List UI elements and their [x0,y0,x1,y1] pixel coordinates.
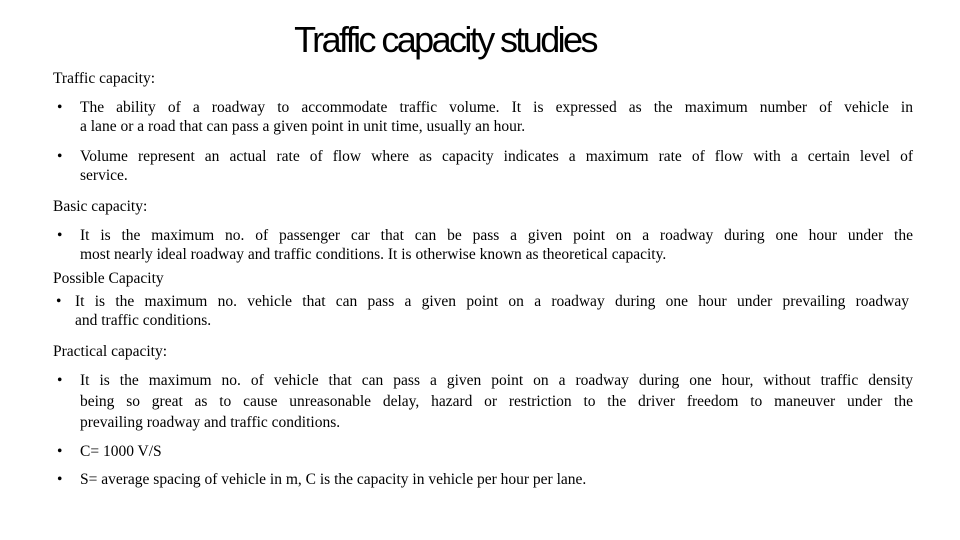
list-item [53,226,913,266]
bullet-icon: • [57,372,63,389]
bullet-line: prevailing roadway and traffic conditions. [80,414,341,431]
bullet-line: service. [80,167,128,184]
list-item [53,442,913,462]
bullet-icon: • [57,443,63,460]
bullet-line: S= average spacing of vehicle in m, C is the capacity in vehicle per hour per lane. [80,471,587,488]
bullet-line: It is the maximum no. of passenger car that can be pass a given point on a roadway during one hour under the [80,227,913,244]
heading-traffic-capacity: Traffic capacity: [53,70,156,87]
bullet-icon: • [56,293,62,310]
bullet-icon: • [57,471,63,488]
bullet-line: a lane or a road that can pass a given point in unit time, usually an hour. [80,118,526,135]
bullet-icon: • [57,99,63,116]
bullet-line: The ability of a roadway to accommodate traffic volume. It is expressed as the maximum number of vehicle in [80,99,913,116]
list-item [53,371,913,431]
heading-possible-capacity: Possible Capacity [53,270,164,287]
list-item [53,98,913,138]
heading-basic-capacity: Basic capacity: [53,198,148,215]
bullet-icon: • [57,227,63,244]
bullet-line: being so great as to cause unreasonable delay, hazard or restriction to the driver freedom to maneuver under the [80,393,913,410]
formula-line: C= 1000 V/S [80,443,162,460]
bullet-icon: • [57,148,63,165]
bullet-line: It is the maximum no. of vehicle that can pass a given point on a roadway during one hour, without traffic density [80,372,913,389]
slide-title: Traffic capacity studies [294,19,596,60]
bullet-line: Volume represent an actual rate of flow where as capacity indicates a maximum rate of flow with a certain level of [80,148,913,165]
list-item [53,147,913,187]
bullet-line: and traffic conditions. [75,312,212,329]
heading-practical-capacity: Practical capacity: [53,343,168,360]
list-item [53,292,913,332]
bullet-line: most nearly ideal roadway and traffic conditions. It is otherwise known as theoretical capacity. [80,246,667,263]
list-item [53,470,913,490]
bullet-line: It is the maximum no. vehicle that can pass a given point on a roadway during one hour under prevailing roadway [75,293,909,310]
